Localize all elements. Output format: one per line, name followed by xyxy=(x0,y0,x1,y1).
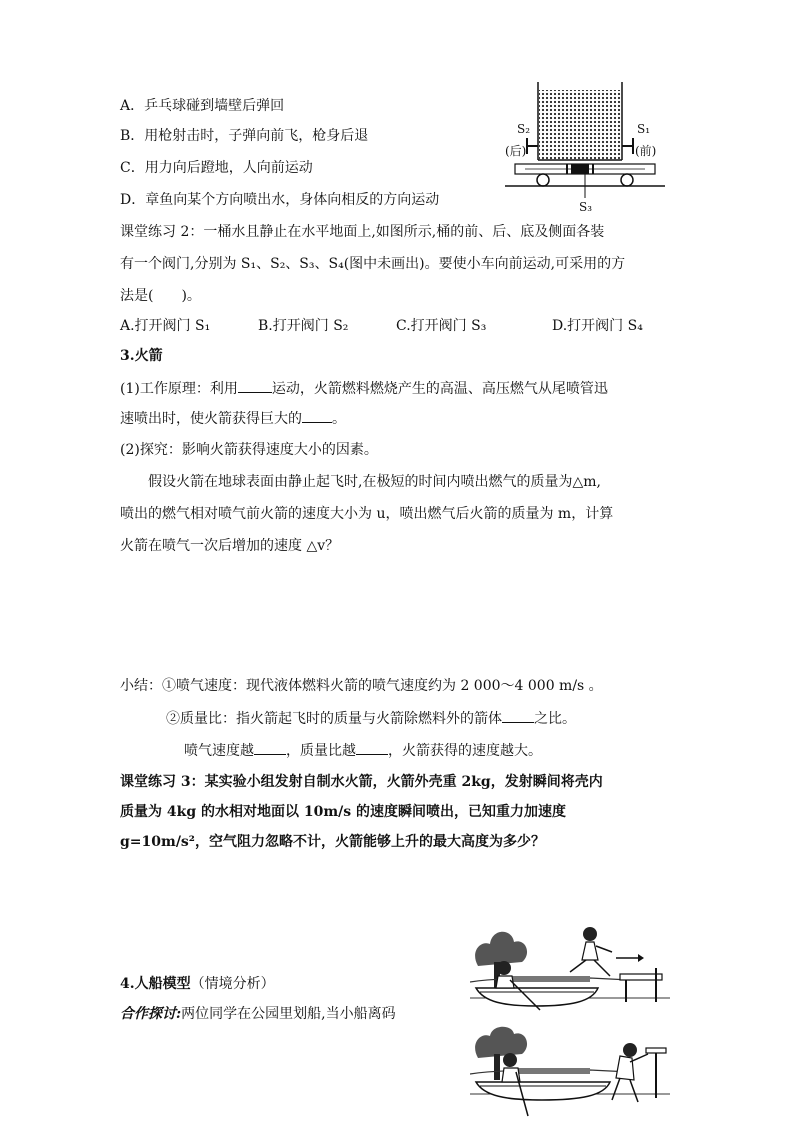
label-s1-note: (前) xyxy=(635,144,657,158)
option-b: B．用枪射击时，子弹向前飞，枪身后退 xyxy=(120,128,369,144)
option-c: C．用力向后蹬地，人向前运动 xyxy=(120,160,313,176)
boat-heading-note: （情境分析） xyxy=(190,976,275,992)
rocket-para-line1: 假设火箭在地球表面由静止起飞时,在极短的时间内喷出燃气的质量为△m, xyxy=(148,474,601,490)
summary-s3a: 喷气速度越 xyxy=(184,743,254,759)
summary-s2b: 之比。 xyxy=(534,711,576,727)
boat-illustration-top xyxy=(470,918,670,1016)
rocket-p1c: 速喷出时，使火箭获得巨大的 xyxy=(120,411,302,427)
rocket-principle-line2 xyxy=(120,408,346,429)
rocket-p1b: 运动，火箭燃料燃烧产生的高温、高压燃气从尾喷管迅 xyxy=(271,381,608,397)
boat-text: 两位同学在公园里划船,当小船离码 xyxy=(181,1006,396,1022)
blank-4 xyxy=(254,740,286,755)
ex2-line3: 法是( )。 xyxy=(120,288,201,304)
rocket-heading: 3.火箭 xyxy=(120,348,163,364)
blank-3 xyxy=(502,708,534,723)
ex2-option-b: B.打开阀门 S₂ xyxy=(258,318,349,334)
ex2-option-a: A.打开阀门 S₁ xyxy=(120,318,211,334)
ex3-line2: 质量为 4kg 的水相对地面以 10m/s 的速度瞬间喷出，已知重力加速度 xyxy=(120,804,567,820)
boat-heading-title: 4.人船模型 xyxy=(120,976,191,992)
rocket-para-line3: 火箭在喷气一次后增加的速度 △v？ xyxy=(120,538,340,554)
summary-line1: 小结：①喷气速度：现代液体燃料火箭的喷气速度约为 2 000～4 000 m/s 。 xyxy=(120,678,603,694)
blank-2 xyxy=(302,408,332,423)
boat-scene-bottom xyxy=(470,1024,670,1120)
rocket-p1a: (1)工作原理：利用 xyxy=(120,381,238,397)
ex3-line3: g=10m/s²，空气阻力忽略不计，火箭能够上升的最大高度为多少？ xyxy=(120,834,545,850)
rocket-explore: (2)探究：影响火箭获得速度大小的因素。 xyxy=(120,442,378,458)
label-s2: S₂ xyxy=(517,122,531,136)
boat-label: 合作探讨: xyxy=(120,1006,182,1022)
blank-1 xyxy=(238,378,272,393)
summary-s3c: ，火箭获得的速度越大。 xyxy=(388,743,542,759)
label-s3: S₃ xyxy=(579,200,593,214)
label-s1: S₁ xyxy=(637,122,651,136)
boat-illustration-bottom xyxy=(470,1024,670,1120)
ex2-line2: 有一个阀门,分别为 S₁、S₂、S₃、S₄(图中未画出)。要使小车向前运动,可采用的方 xyxy=(120,256,626,272)
ex3-line1: 课堂练习 3：某实验小组发射自制水火箭，火箭外壳重 2kg，发射瞬间将壳内 xyxy=(120,774,603,790)
rocket-principle-line1 xyxy=(120,378,608,399)
rocket-p1d: 。 xyxy=(332,411,346,427)
ex2-line1: 课堂练习 2：一桶水且静止在水平地面上,如图所示,桶的前、后、底及侧面各装 xyxy=(120,224,605,240)
option-d: D．章鱼向某个方向喷出水，身体向相反的方向运动 xyxy=(120,192,440,208)
summary-s3b: ，质量比越 xyxy=(286,743,356,759)
tank-cart-figure xyxy=(505,80,665,220)
boat-discussion xyxy=(120,1004,396,1024)
boat-heading xyxy=(120,974,275,994)
ex2-option-c: C.打开阀门 S₃ xyxy=(396,318,487,334)
summary-s2a: ②质量比：指火箭起飞时的质量与火箭除燃料外的箭体 xyxy=(166,711,502,727)
boat-scene-top xyxy=(470,918,670,1016)
rocket-para-line2: 喷出的燃气相对喷气前火箭的速度大小为 u，喷出燃气后火箭的质量为 m，计算 xyxy=(120,506,614,522)
ex2-option-d: D.打开阀门 S₄ xyxy=(552,318,643,334)
blank-5 xyxy=(356,740,388,755)
label-s2-note: (后) xyxy=(505,144,527,158)
option-a: A．乒乓球碰到墙壁后弹回 xyxy=(120,98,285,114)
summary-line3 xyxy=(184,740,542,761)
summary-line2 xyxy=(166,708,576,729)
